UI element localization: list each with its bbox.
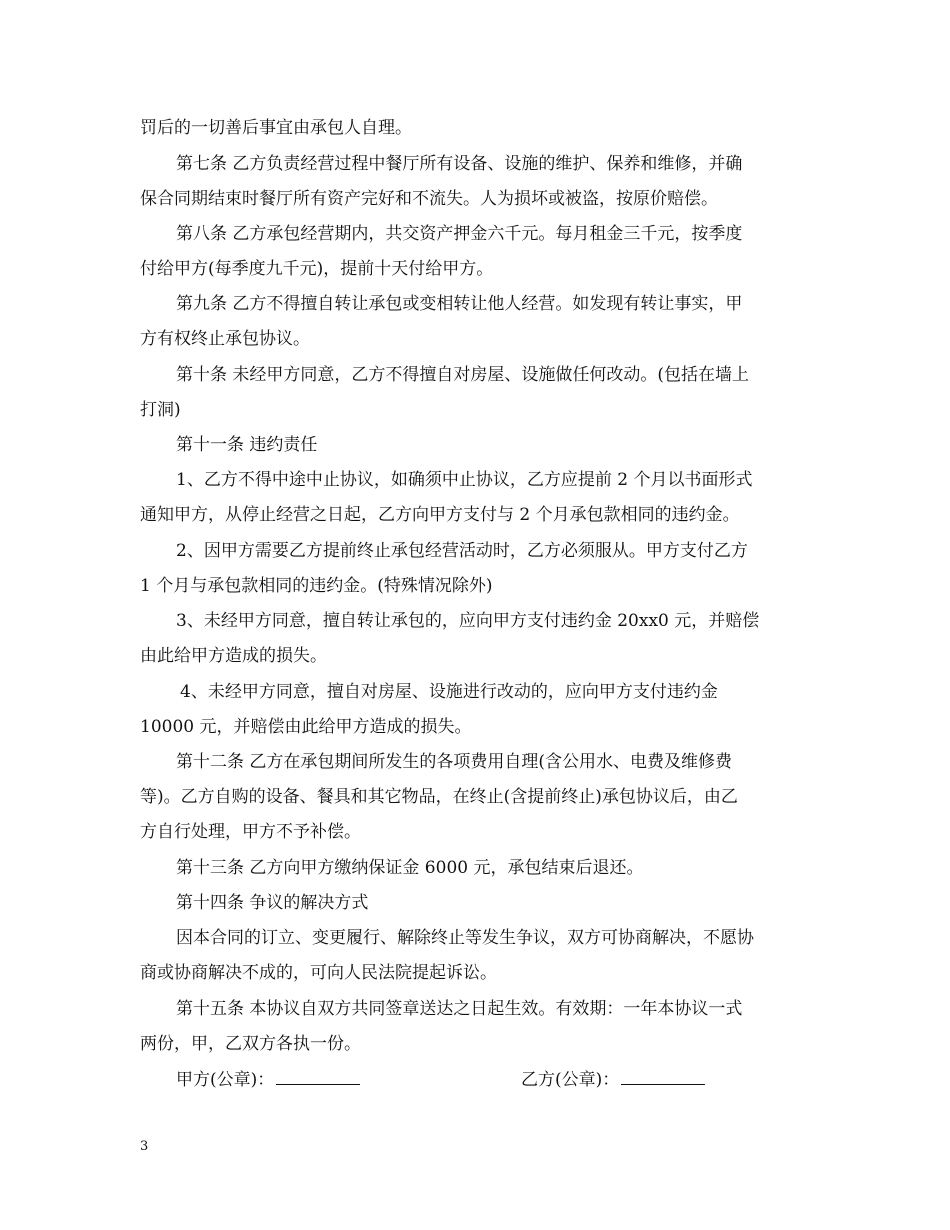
section-heading: 第十一条 违约责任 bbox=[176, 435, 318, 455]
text-line: 罚后的一切善后事宜由承包人自理。 bbox=[140, 118, 412, 138]
text-line: 第八条 乙方承包经营期内，共交资产押金六千元。每月租金三千元，按季度 bbox=[176, 224, 743, 244]
page-number: 3 bbox=[140, 1139, 149, 1154]
signature-party-a-label: 甲方(公章)： bbox=[176, 1070, 275, 1090]
text-line: 第九条 乙方不得擅自转让承包或变相转让他人经营。如发现有转让事实，甲 bbox=[176, 294, 743, 314]
signature-party-b-label: 乙方(公章)： bbox=[521, 1070, 620, 1090]
text-line: 第七条 乙方负责经营过程中餐厅所有设备、设施的维护、保养和维修，并确 bbox=[176, 154, 743, 174]
text-line: 等)。乙方自购的设备、餐具和其它物品，在终止(含提前终止)承包协议后，由乙 bbox=[140, 787, 738, 807]
text-line: 商或协商解决不成的，可向人民法院提起诉讼。 bbox=[140, 963, 497, 983]
signature-party-b-blank bbox=[621, 1068, 705, 1085]
text-line: 4、未经甲方同意，擅自对房屋、设施进行改动的，应向甲方支付违约金 bbox=[180, 682, 718, 702]
text-line: 第十三条 乙方向甲方缴纳保证金 6000 元，承包结束后退还。 bbox=[176, 858, 644, 878]
text-line: 方自行处理，甲方不予补偿。 bbox=[140, 822, 361, 842]
section-heading: 第十四条 争议的解决方式 bbox=[176, 893, 369, 913]
text-line: 打洞) bbox=[140, 400, 181, 420]
text-line: 2、因甲方需要乙方提前终止承包经营活动时，乙方必须服从。甲方支付乙方 bbox=[176, 541, 748, 561]
text-line: 方有权终止承包协议。 bbox=[140, 329, 310, 349]
text-line: 1 个月与承包款相同的违约金。(特殊情况除外) bbox=[140, 576, 493, 596]
text-line: 两份，甲，乙双方各执一份。 bbox=[140, 1034, 361, 1054]
signature-party-a-blank bbox=[276, 1068, 360, 1085]
text-line: 通知甲方，从停止经营之日起，乙方向甲方支付与 2 个月承包款相同的违约金。 bbox=[140, 505, 740, 525]
text-line: 10000 元，并赔偿由此给甲方造成的损失。 bbox=[140, 717, 472, 737]
text-line: 1、乙方不得中途中止协议，如确须中止协议，乙方应提前 2 个月以书面形式 bbox=[176, 470, 753, 490]
text-line: 第十二条 乙方在承包期间所发生的各项费用自理(含公用水、电费及维修费 bbox=[176, 752, 733, 772]
text-line: 保合同期结束时餐厅所有资产完好和不流失。人为损坏或被盗，按原价赔偿。 bbox=[140, 189, 718, 209]
text-line: 第十条 未经甲方同意，乙方不得擅自对房屋、设施做任何改动。(包括在墙上 bbox=[176, 365, 750, 385]
text-line: 因本合同的订立、变更履行、解除终止等发生争议，双方可协商解决，不愿协 bbox=[176, 928, 754, 948]
text-line: 付给甲方(每季度九千元)，提前十天付给甲方。 bbox=[140, 259, 494, 279]
text-line: 由此给甲方造成的损失。 bbox=[140, 646, 327, 666]
text-line: 3、未经甲方同意，擅自转让承包的，应向甲方支付违约金 20xx0 元，并赔偿 bbox=[176, 611, 760, 631]
text-line: 第十五条 本协议自双方共同签章送达之日起生效。有效期：一年本协议一式 bbox=[176, 999, 743, 1019]
signature-party-b bbox=[521, 1068, 950, 1091]
